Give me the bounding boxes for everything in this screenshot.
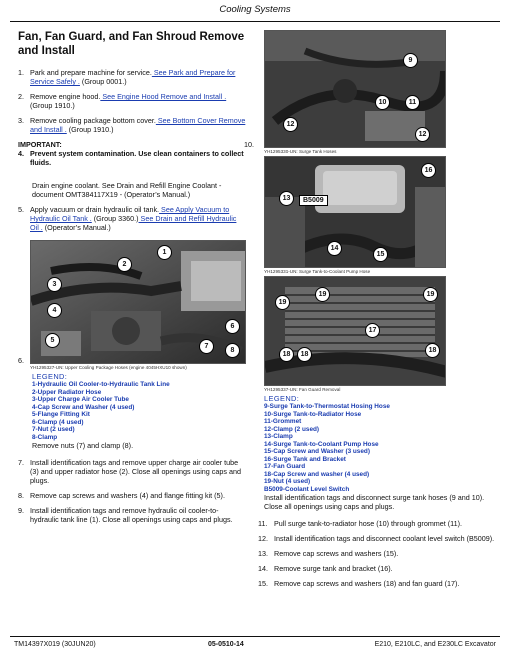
page-header-title: Cooling Systems xyxy=(219,4,291,15)
surge-tank-hoses-photo xyxy=(264,30,446,148)
legend-item: 7-Nut (2 used) xyxy=(32,426,75,433)
legend-item: 8-Clamp xyxy=(32,433,58,441)
callout-12b: 12 xyxy=(415,127,430,142)
figure-b-caption: YH1295331-UN: Surge Tank-to-Coolant Pump Hose xyxy=(264,269,371,274)
drain-coolant-paragraph: Drain engine coolant. See Drain and Refill Engine Coolant - document OMT384117X19 - (Operator’s Manual.) xyxy=(32,181,222,199)
legend-item: 4-Cap Screw and Washer (4 used) xyxy=(32,403,135,411)
footer-doc-id: TM14397X019 (30JUN20) xyxy=(14,641,96,648)
step-text: Apply vacuum or drain hydraulic oil tank. xyxy=(30,205,160,214)
left-column xyxy=(18,30,246,530)
step-ref: (Group 1910.) xyxy=(66,125,114,134)
right-column xyxy=(244,30,504,594)
engine-hood-link[interactable]: See Engine Hood Remove and Install . xyxy=(100,92,227,101)
legend-item: 14-Surge Tank-to-Coolant Pump Hose xyxy=(264,440,379,448)
legend-item: 12-Clamp (2 used) xyxy=(264,425,320,433)
step-number: 12. xyxy=(258,534,268,543)
legend-item: 6-Clamp (4 used) xyxy=(32,418,84,426)
legend-note: Remove nuts (7) and clamp (8). xyxy=(32,441,134,450)
callout-10: 10 xyxy=(375,95,390,110)
figure-number: 6. xyxy=(18,356,24,365)
step-text: Remove cooling package bottom cover. xyxy=(30,116,156,125)
surge-tank-pump-hose-photo xyxy=(264,156,446,268)
fan-guard-photo xyxy=(264,276,446,386)
steps-11-15 xyxy=(258,519,504,588)
step-number: 13. xyxy=(258,549,268,558)
figure-6-wrap xyxy=(18,240,246,364)
callout-18b: 18 xyxy=(297,347,312,362)
step-number: 7. xyxy=(18,458,24,467)
callout-17: 17 xyxy=(365,323,380,338)
step-text: Park and prepare machine for service. xyxy=(30,68,152,77)
step-ref: (Group 0001.) xyxy=(79,77,127,86)
bottom-cover-link[interactable]: See Bottom Cover Remove and Install . xyxy=(30,116,246,134)
figure-b-wrap xyxy=(258,156,504,268)
callout-15: 15 xyxy=(373,247,388,262)
step-text: Remove cap screws and washers (4) and flange fitting kit (5). xyxy=(30,491,225,500)
callout-12a: 12 xyxy=(283,117,298,132)
important-step xyxy=(18,149,246,167)
legend-item: 16-Surge Tank and Bracket xyxy=(264,455,346,463)
figure-6-caption: YH1295327-UN: Upper Cooling Package Hoses (engine 4045HXU10 shown) xyxy=(30,365,187,370)
legend-title: LEGEND: xyxy=(264,394,300,403)
step-9 xyxy=(18,506,246,524)
footer-rule xyxy=(10,636,500,637)
step-text: Pull surge tank-to-radiator hose (10) through grommet (11). xyxy=(274,519,463,528)
step-14 xyxy=(258,564,504,573)
step-12 xyxy=(258,534,504,543)
step-number: 15. xyxy=(258,579,268,588)
step-text: Install identification tags and remove upper charge air cooler tube (3) and upper radiator hose (2). Close all openings using caps and plugs. xyxy=(30,458,241,485)
step-text: Remove cap screws and washers (18) and fan guard (17). xyxy=(274,579,460,588)
callout-1: 1 xyxy=(157,245,172,260)
callout-7: 7 xyxy=(199,339,214,354)
callout-11: 11 xyxy=(405,95,420,110)
callout-18c: 18 xyxy=(425,343,440,358)
legend-item: 10-Surge Tank-to-Radiator Hose xyxy=(264,410,362,418)
step-text: Remove surge tank and bracket (16). xyxy=(274,564,393,573)
apply-vacuum-link[interactable]: See Apply Vacuum to Hydraulic Oil Tank . xyxy=(30,205,230,223)
legend-item: 9-Surge Tank-to-Thermostat Hosing Hose xyxy=(264,403,390,410)
step-number: 2. xyxy=(18,92,24,101)
step-11 xyxy=(258,519,504,528)
step-ref: (Operator’s Manual.) xyxy=(42,223,111,232)
step-13 xyxy=(258,549,504,558)
step-number: 1. xyxy=(18,68,24,77)
step-number: 11. xyxy=(258,519,268,528)
legend-title: LEGEND: xyxy=(32,372,68,381)
steps-7-9 xyxy=(18,458,246,524)
figure-10-caption: YH1295330-UN: Surge Tank Hoses xyxy=(264,149,337,154)
important-label: IMPORTANT: xyxy=(18,140,62,149)
figure-number: 10. xyxy=(244,140,254,149)
legend-item: 15-Cap Screw and Washer (3 used) xyxy=(264,448,370,455)
callout-6: 6 xyxy=(225,319,240,334)
step-ref: (Group 1910.) xyxy=(30,101,75,110)
step-ref: (Group 3360.) xyxy=(91,214,139,223)
legend-right xyxy=(264,394,504,511)
step-8 xyxy=(18,491,246,500)
callout-19a: 19 xyxy=(275,295,290,310)
callout-5: 5 xyxy=(45,333,60,348)
step-text: Remove cap screws and washers (15). xyxy=(274,549,399,558)
figure-c-wrap xyxy=(258,276,504,386)
step-text: Install identification tags and disconnect coolant level switch (B5009). xyxy=(274,534,495,543)
legend-item: 5-Flange Fitting Kit xyxy=(32,411,90,418)
step-number: 9. xyxy=(18,506,24,515)
step-number: 3. xyxy=(18,116,24,125)
callout-13: 13 xyxy=(279,191,294,206)
legend-item: 11-Grommet xyxy=(264,418,302,425)
step-number: 8. xyxy=(18,491,24,500)
step-5 xyxy=(18,205,246,232)
step-1 xyxy=(18,68,246,86)
legend-item: 2-Upper Radiator Hose xyxy=(32,388,102,396)
step-text: Install identification tags and remove hydraulic oil cooler-to-hydraulic tank line (1). Close all openings using caps and plugs. xyxy=(30,506,233,524)
figure-10-wrap xyxy=(244,30,504,149)
step-number: 4. xyxy=(18,149,24,158)
footer-page-number: 05-0510-14 xyxy=(208,641,244,648)
figure-c-caption: YH1295337-UN: Fan Guard Removal xyxy=(264,387,341,392)
legend-item: B5009-Coolant Level Switch xyxy=(264,485,350,493)
legend-item: 19-Nut (4 used) xyxy=(264,478,311,485)
switch-tag-b5009: B5009 xyxy=(299,195,328,206)
park-prepare-link[interactable]: See Park and Prepare for Service Safely . xyxy=(30,68,236,86)
step-text: Remove engine hood. xyxy=(30,92,101,101)
step-3 xyxy=(18,116,246,134)
callout-16: 16 xyxy=(421,163,436,178)
callout-19b: 19 xyxy=(315,287,330,302)
important-text: Prevent system contamination. Use clean containers to collect fluids. xyxy=(30,149,244,167)
callout-2: 2 xyxy=(117,257,132,272)
legend-note: Install identification tags and disconnect surge tank hoses (9 and 10). Close all openings using caps and plugs. xyxy=(264,493,485,511)
callout-3: 3 xyxy=(47,277,62,292)
callout-8: 8 xyxy=(225,343,240,358)
legend-item: 13-Clamp xyxy=(264,433,293,440)
legend-item: 1-Hydraulic Oil Cooler-to-Hydraulic Tank Line xyxy=(32,381,170,388)
upper-cooling-hoses-photo xyxy=(30,240,246,364)
step-15 xyxy=(258,579,504,588)
legend-left xyxy=(32,372,246,450)
callout-19c: 19 xyxy=(423,287,438,302)
callout-9: 9 xyxy=(403,53,418,68)
step-2 xyxy=(18,92,246,110)
legend-item: 3-Upper Charge Air Cooler Tube xyxy=(32,396,129,403)
section-title: Fan, Fan Guard, and Fan Shroud Remove and Install xyxy=(18,31,245,57)
legend-item: 18-Cap Screw and washer (4 used) xyxy=(264,470,370,478)
step-number: 14. xyxy=(258,564,268,573)
legend-item: 17-Fan Guard xyxy=(264,463,306,470)
callout-18a: 18 xyxy=(279,347,294,362)
drain-refill-oil-link[interactable]: See Drain and Refill Hydraulic Oil . xyxy=(30,214,237,232)
callout-14: 14 xyxy=(327,241,342,256)
step-7 xyxy=(18,458,246,485)
footer-model: E210, E210LC, and E230LC Excavator xyxy=(374,641,496,648)
header-rule xyxy=(10,21,500,22)
step-number: 5. xyxy=(18,205,24,214)
callout-4: 4 xyxy=(47,303,62,318)
